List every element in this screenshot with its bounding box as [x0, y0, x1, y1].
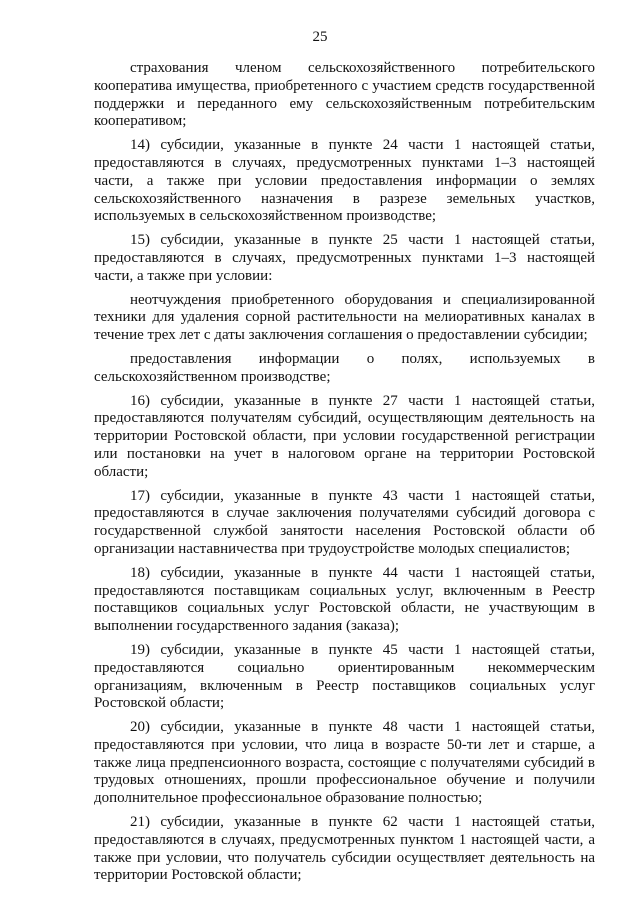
paragraph-item-18: 18) субсидии, указанные в пункте 44 части 1 настоящей статьи, предоставляются поставщикам социальных услуг, включенным в Реестр поставщиков социальных услуг Ростовской области, не участвующим в выполнении государственного задания (заказа);	[94, 564, 595, 635]
paragraph-item-19: 19) субсидии, указанные в пункте 45 части 1 настоящей статьи, предоставляются социально ориентированным некоммерческим организациям, включенным в Реестр поставщиков социальных услуг Ростовской области;	[94, 641, 595, 712]
paragraph-continuation: страхования членом сельскохозяйственного потребительского кооператива имущества, приобретенного с участием средств государственной поддержки и переданного ему сельскохозяйственным потребительским кооперативом;	[94, 60, 595, 130]
page-number: 25	[312, 29, 328, 45]
paragraph-condition-equipment: неотчуждения приобретенного оборудования и специализированной техники для удаления сорной растительности на мелиоративных каналах в течение трех лет с даты заключения соглашения о предоставлении субсидии;	[94, 291, 595, 344]
paragraph-condition-fields: предоставления информации о полях, используемых в сельскохозяйственном производстве;	[94, 350, 595, 385]
paragraph-item-15: 15) субсидии, указанные в пункте 25 части 1 настоящей статьи, предоставляются в случаях, предусмотренных пунктами 1–3 настоящей части, а также при условии:	[94, 232, 595, 284]
document-body	[94, 60, 595, 891]
paragraph-item-21: 21) субсидии, указанные в пункте 62 части 1 настоящей статьи, предоставляются в случаях, предусмотренных пунктом 1 настоящей части, а также при условии, что получатель субсидии осуществляет деятельность на территории Ростовской области;	[94, 814, 595, 884]
paragraph-item-16: 16) субсидии, указанные в пункте 27 части 1 настоящей статьи, предоставляются получателям субсидий, осуществляющим деятельность на территории Ростовской области, при условии государственной регистрации или постановки на учет в налоговом органе на территории Ростовской области;	[94, 392, 595, 480]
paragraph-item-17: 17) субсидии, указанные в пункте 43 части 1 настоящей статьи, предоставляются в случае заключения получателями субсидий договора с государственной службой занятости населения Ростовской области об организации наставничества при трудоустройстве молодых специалистов;	[94, 487, 595, 557]
paragraph-item-14: 14) субсидии, указанные в пункте 24 части 1 настоящей статьи, предоставляются в случаях, предусмотренных пунктами 1–3 настоящей части, а также при условии предоставления информации о землях сельскохозяйственного назначения в разрезе земельных участков, используемых в сельскохозяйственном производстве;	[94, 137, 595, 225]
paragraph-item-20: 20) субсидии, указанные в пункте 48 части 1 настоящей статьи, предоставляются при условии, что лица в возрасте 50-ти лет и старше, а также лица предпенсионного возраста, состоящие с получателями субсидий в трудовых отношениях, прошли профессиональное обучение и получили дополнительное профессиональное образование полностью;	[94, 719, 595, 807]
